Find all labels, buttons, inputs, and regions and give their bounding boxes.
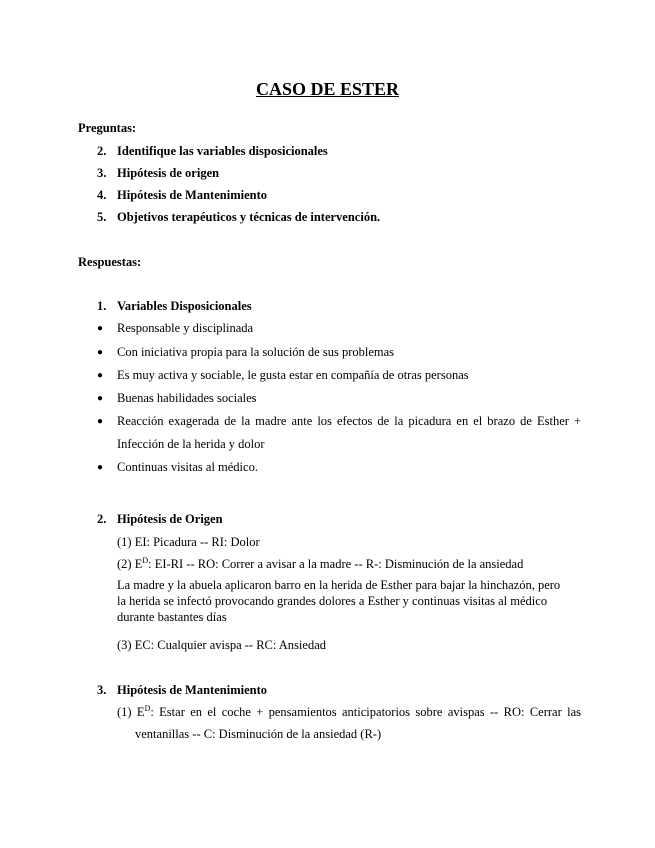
- bullet-text-continuation: Infección de la herida y dolor: [117, 437, 265, 451]
- section-heading-mantenimiento: Hipótesis de Mantenimiento: [117, 683, 267, 697]
- mantenimiento-item-1-continuation: ventanillas -- C: Disminución de la ansiedad (R-): [135, 727, 382, 741]
- section-heading-origen: Hipótesis de Origen: [117, 512, 223, 526]
- origen-item-2: (2) $E^D$: EI-RI -- RO: Correr a avisar a la madre -- R-: Disminución de la ansiedad: [117, 556, 524, 571]
- bullet-icon: ●: [97, 393, 104, 404]
- origen-item-3: (3) EC: Cualquier avispa -- RC: Ansiedad: [117, 638, 326, 652]
- section-number: 2.: [97, 512, 107, 526]
- section-heading-variables: Variables Disposicionales: [117, 299, 252, 313]
- bullet-icon: ●: [97, 323, 104, 334]
- respuestas-label: Respuestas:: [78, 255, 142, 269]
- pregunta-text: Identifique las variables disposicionales: [117, 144, 328, 158]
- origen-paragraph-line: La madre y la abuela aplicaron barro en la herida de Esther para bajar la hinchazón, pero: [117, 578, 561, 592]
- bullet-text: Buenas habilidades sociales: [117, 391, 257, 405]
- pregunta-number: 4.: [97, 188, 107, 202]
- bullet-text: Reacción exagerada de la madre ante los efectos de la picadura en el brazo de Esther +: [117, 414, 581, 428]
- origen-paragraph-line: durante bastantes días: [117, 610, 227, 624]
- pregunta-number: 3.: [97, 166, 107, 180]
- bullet-text: Responsable y disciplinada: [117, 321, 254, 335]
- page-title: CASO DE ESTER: [255, 79, 400, 99]
- pregunta-text: Hipótesis de origen: [117, 166, 220, 180]
- origen-paragraph-line: la herida se infectó provocando grandes dolores a Esther y continuas visitas al médico: [117, 594, 548, 608]
- preguntas-label: Preguntas:: [78, 121, 137, 135]
- pregunta-text: Objetivos terapéuticos y técnicas de intervención.: [117, 210, 381, 224]
- bullet-icon: ●: [97, 347, 104, 358]
- bullet-text: Continuas visitas al médico.: [117, 460, 258, 474]
- pregunta-number: 5.: [97, 210, 107, 224]
- section-number: 1.: [97, 299, 107, 313]
- section-number: 3.: [97, 683, 107, 697]
- pregunta-text: Hipótesis de Mantenimiento: [117, 188, 267, 202]
- bullet-icon: ●: [97, 416, 104, 427]
- pregunta-number: 2.: [97, 144, 107, 158]
- mantenimiento-item-1: (1) $E^D$: Estar en el coche + pensamientos anticipatorios sobre avispas -- RO: Cerrar las: [117, 704, 581, 719]
- bullet-icon: ●: [97, 370, 104, 381]
- origen-item-1: (1) EI: Picadura -- RI: Dolor: [117, 535, 260, 549]
- bullet-icon: ●: [97, 462, 104, 473]
- bullet-text: Con iniciativa propia para la solución de sus problemas: [117, 345, 395, 359]
- bullet-text: Es muy activa y sociable, le gusta estar en compañía de otras personas: [117, 368, 469, 382]
